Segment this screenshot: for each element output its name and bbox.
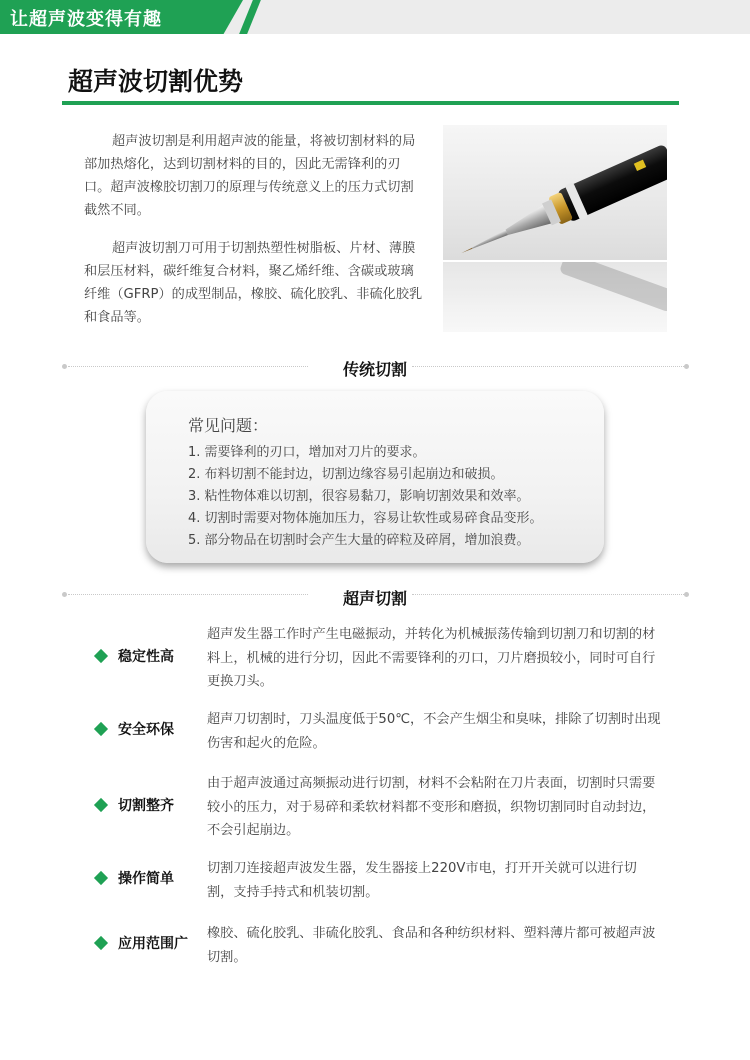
- problem-item: 2. 布料切割不能封边，切割边缘容易引起崩边和破损。: [188, 467, 504, 482]
- ultrasonic-cutter-photo: [443, 125, 667, 260]
- section-title-traditional: 传统切割: [342, 360, 407, 379]
- divider-traditional-right: [412, 366, 684, 368]
- feature-desc-safety: 超声刀切割时，刀头温度低于50℃，不会产生烟尘和臭味，排除了切割时出现伤害和起火的危险。: [207, 712, 661, 751]
- feature-label-simple-operation: 操作简单: [118, 871, 174, 887]
- feature-label-neat-cut: 切割整齐: [118, 798, 174, 814]
- banner-slogan: 让超声波变得有趣: [10, 9, 162, 30]
- intro-paragraph-2: 超声波切割刀可用于切割热塑性树脂板、片材、薄膜和层压材料，碳纤维复合材料，聚乙烯纤维、含碳或玻璃纤维（GFRP）的成型制品，橡胶、硫化胶乳、非硫化胶乳和食品等。: [84, 241, 423, 325]
- feature-label-wide-application: 应用范围广: [118, 936, 188, 952]
- divider-dot-right: [684, 364, 689, 369]
- page-title: 超声波切割优势: [68, 67, 244, 96]
- photo-reflection: [443, 262, 667, 332]
- diamond-bullet-icon: [94, 936, 108, 950]
- intro-paragraph-1: 超声波切割是利用超声波的能量，将被切割材料的局部加热熔化，达到切割材料的目的，因此无需锋利的刃口。超声波橡胶切割刀的原理与传统意义上的压力式切割截然不同。: [84, 134, 416, 218]
- divider-dot-right: [684, 592, 689, 597]
- divider-ultrasonic-right: [412, 594, 684, 596]
- problem-item: 5. 部分物品在切割时会产生大量的碎粒及碎屑，增加浪费。: [188, 533, 530, 548]
- title-underline: [62, 101, 679, 105]
- common-problems-box: [146, 391, 604, 563]
- feature-desc-stability: 超声发生器工作时产生电磁振动，并转化为机械振荡传输到切割刀和切割的材料上，机械的进行分切，因此不需要锋利的刃口，刀片磨损较小，同时可自行更换刀头。: [207, 627, 656, 689]
- ultrasonic-cutter-illustration: [443, 125, 667, 260]
- feature-label-safety: 安全环保: [118, 722, 174, 738]
- problem-item: 3. 粘性物体难以切割，很容易黏刀，影响切割效果和效率。: [188, 489, 530, 504]
- problems-title: 常见问题：: [188, 416, 269, 435]
- reflection-illustration: [443, 262, 667, 332]
- feature-desc-neat-cut: 由于超声波通过高频振动进行切割，材料不会粘附在刀片表面，切割时只需要较小的压力，对于易碎和柔软材料都不变形和磨损，织物切割同时自动封边，不会引起崩边。: [207, 776, 656, 838]
- diamond-bullet-icon: [94, 722, 108, 736]
- feature-desc-simple-operation: 切割刀连接超声波发生器，发生器接上220V市电，打开开关就可以进行切割，支持手持式和机装切割。: [207, 861, 637, 900]
- problem-item: 1. 需要锋利的刃口，增加对刀片的要求。: [188, 445, 426, 460]
- diamond-bullet-icon: [94, 798, 108, 812]
- diamond-bullet-icon: [94, 871, 108, 885]
- section-title-ultrasonic: 超声切割: [342, 589, 407, 608]
- feature-label-stability: 稳定性高: [118, 649, 174, 665]
- diamond-bullet-icon: [94, 649, 108, 663]
- feature-desc-wide-application: 橡胶、硫化胶乳、非硫化胶乳、食品和各种纺织材料、塑料薄片都可被超声波切割。: [207, 926, 656, 965]
- problem-item: 4. 切割时需要对物体施加压力，容易让软性或易碎食品变形。: [188, 511, 543, 526]
